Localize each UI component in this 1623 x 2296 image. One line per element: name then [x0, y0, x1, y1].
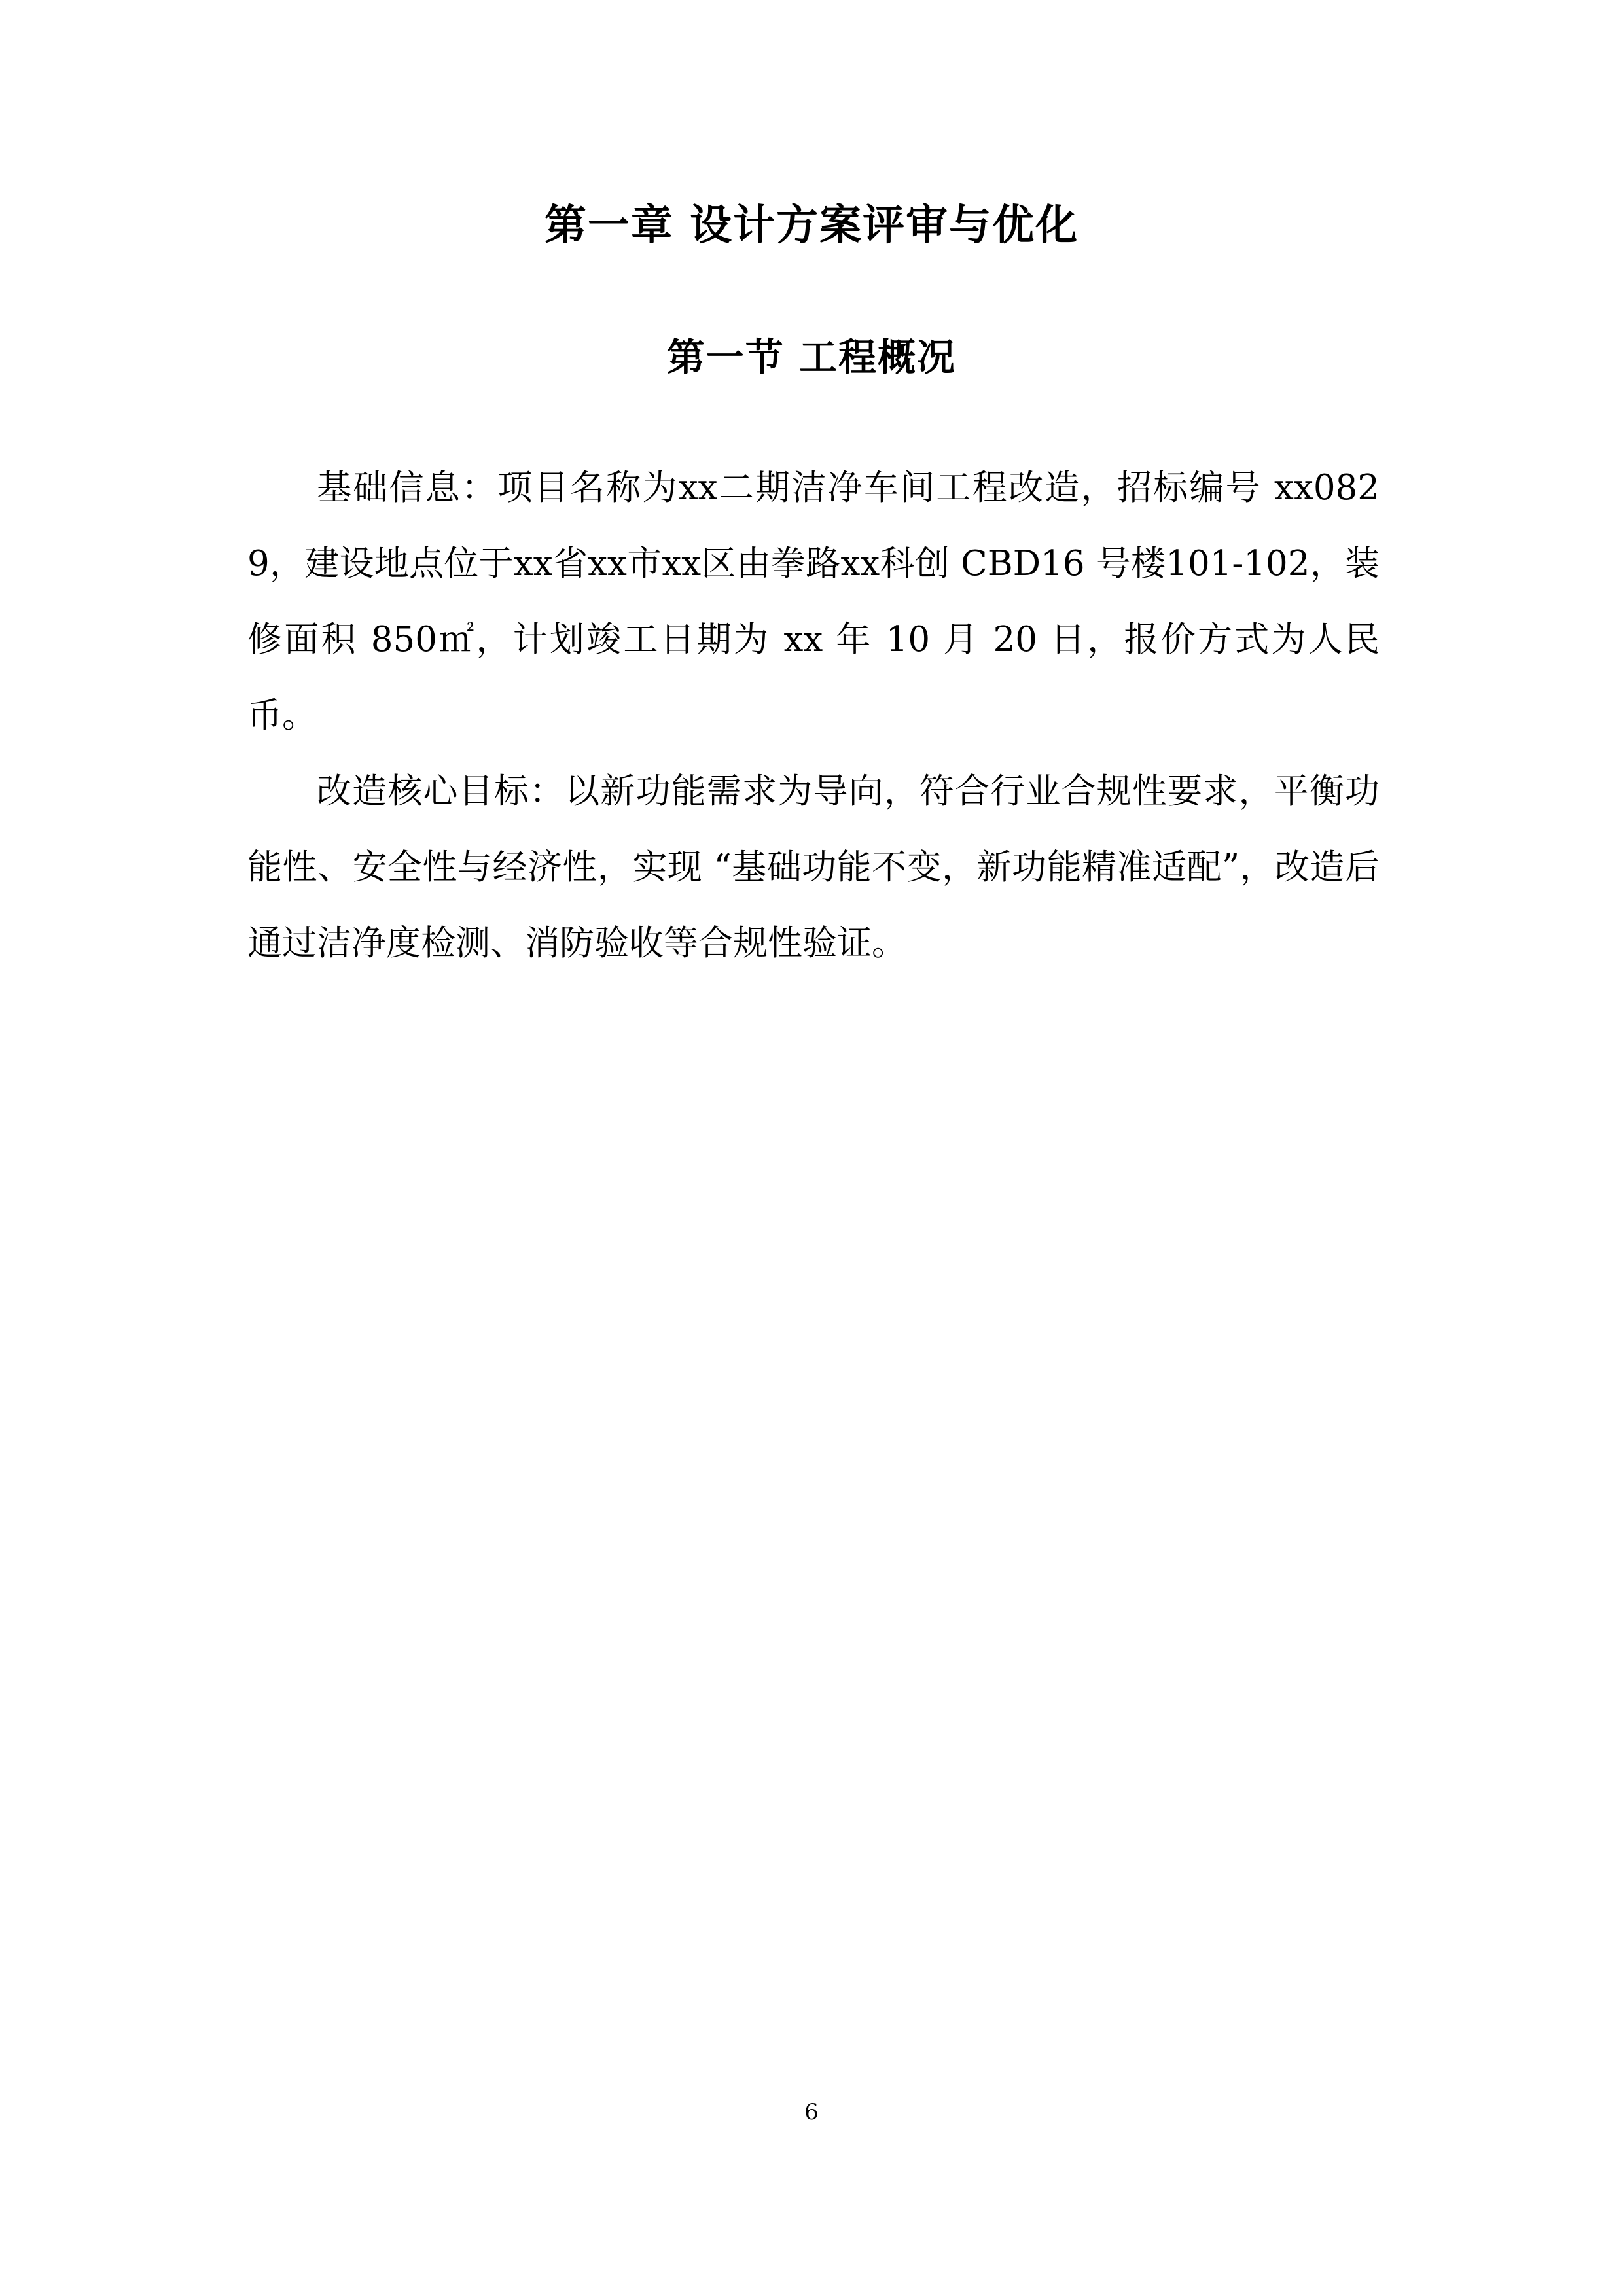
section-title: 第一节 工程概况 — [666, 335, 957, 380]
chapter-title: 第一章 设计方案评审与优化 — [544, 202, 1079, 250]
page-number: 6 — [804, 2099, 819, 2125]
body-text — [247, 450, 1380, 981]
paragraph-basic-info: 基础信息：项目名称为xx二期洁净车间工程改造，招标编号 xx0829，建设地点位于xx省xx市xx区由拳路xx科创 CBD16 号楼101-102，装修面积 850㎡，计划竣工日期为 xx 年 10 月 20 日，报价方式为人民币。 — [247, 468, 1380, 735]
paragraph-core-goal: 改造核心目标：以新功能需求为导向，符合行业合规性要求，平衡功能性、安全性与经济性，实现 “基础功能不变，新功能精准适配”，改造后通过洁净度检测、消防验收等合规性验证。 — [247, 771, 1380, 963]
